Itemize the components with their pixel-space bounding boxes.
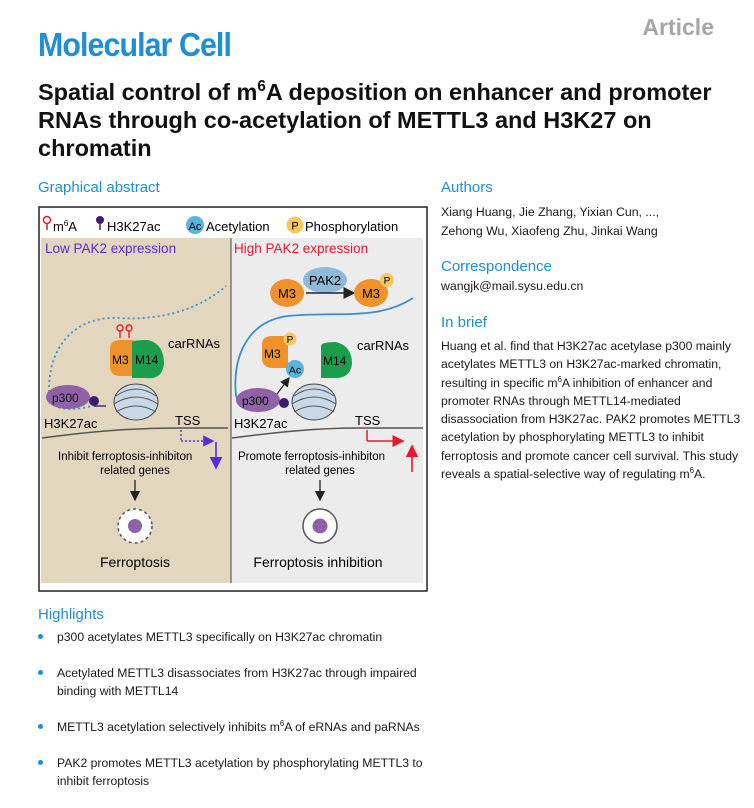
m14-label: M14 (323, 354, 347, 368)
ac-label: Ac (288, 364, 302, 377)
right-panel-heading: High PAK2 expression (234, 241, 369, 256)
highlights-heading: Highlights (38, 606, 104, 623)
legend-acetylation: Acetylation (206, 219, 270, 234)
left-carrnas-label: carRNAs (168, 336, 221, 351)
correspondence-email[interactable]: wangjk@mail.sysu.edu.cn (441, 279, 584, 293)
highlight-item: p300 acetylates METTL3 specifically on H3K27ac chromatin (38, 628, 438, 646)
author-line: Xiang Huang, Jie Zhang, Yixian Cun, ..., (441, 205, 660, 219)
legend-h3k27ac: H3K27ac (107, 219, 161, 234)
nucleosome (114, 384, 158, 420)
p-symbol: P (291, 220, 299, 233)
graphical-abstract-heading: Graphical abstract (38, 179, 160, 196)
pak2-label: PAK2 (308, 273, 342, 288)
left-genes-line2: related genes (100, 465, 170, 477)
left-genes-line1: Inhibit ferroptosis-inhibiton (58, 451, 193, 463)
right-carrnas-label: carRNAs (357, 338, 410, 353)
article-type: Article (642, 14, 714, 40)
bullet-icon (38, 634, 43, 639)
bullet-icon (38, 724, 43, 729)
m3-a-label: M3 (277, 286, 297, 301)
m3-b-label: M3 (361, 286, 381, 301)
nucleosome (292, 384, 336, 420)
p-mark-label: P (286, 335, 294, 346)
highlights-list (38, 628, 438, 808)
left-tss-label: TSS (175, 413, 201, 428)
article-title: Spatial control of $m^6A$ deposition on enhancer and promoter RNAs through co-acetylation of METTL3 and H3K27 on chromatin (38, 78, 712, 161)
left-h3k27ac-label: H3K27ac (44, 416, 98, 431)
bullet-icon (38, 670, 43, 675)
legend-phosphorylation: Phosphorylation (305, 219, 399, 234)
p300-label: p300 (242, 394, 269, 408)
h3k27ac-icon (96, 216, 104, 224)
right-outcome-label: Ferroptosis inhibition (253, 554, 383, 570)
highlight-item: Acetylated METTL3 disassociates from H3K27ac through impaired binding with METTL14 (38, 664, 438, 700)
bullet-icon (38, 760, 43, 765)
right-genes-line1: Promote ferroptosis-inhibiton (238, 451, 386, 463)
correspondence-heading: Correspondence (441, 258, 552, 275)
author-line: Zehong Wu, Xiaofeng Zhu, Jinkai Wang (441, 224, 658, 238)
highlight-item: PAK2 promotes METTL3 acetylation by phosphorylating METTL3 to inhibit ferroptosis (38, 754, 438, 790)
left-outcome-label: Ferroptosis (99, 554, 171, 570)
m3-label: M3 (112, 353, 129, 367)
author-list (441, 203, 731, 241)
right-genes-line2: related genes (285, 465, 355, 477)
m3-label: M3 (264, 347, 281, 361)
highlight-item: METTL3 acetylation selectively inhibits $m^6A$ of eRNAs and paRNAs (38, 718, 438, 736)
in-brief-text: Huang et al. find that H3K27ac acetylase p300 mainly acetylates METTL3 on H3K27ac-marked chromatin, resulting in specific $m^6A$ inhibition of enhancer and promoter RNAs through METTL14-mediated disassociation from H3K27ac. PAK2 promotes METTL3 acetylation by phosphorylating METTL3 to inhibit ferroptosis and promote cancer cell survival. This study reveals a spatial-selective way of regulating $m^6A$. (441, 339, 741, 482)
right-h3k27ac-label: H3K27ac (234, 416, 288, 431)
authors-heading: Authors (441, 179, 493, 196)
left-panel-heading: Low PAK2 expression (45, 241, 177, 256)
journal-name: Molecular Cell (38, 26, 231, 63)
p300-label: p300 (52, 391, 79, 405)
legend-m6a: $m^6A$ (53, 219, 77, 234)
graphical-abstract-figure (38, 206, 428, 592)
right-tss-label: TSS (355, 413, 381, 428)
p-mark-label: P (383, 276, 391, 287)
m14-label: M14 (135, 353, 159, 367)
h3k27ac-mark (279, 398, 289, 408)
in-brief-heading: In brief (441, 314, 487, 331)
ac-symbol: Ac (188, 221, 202, 233)
h3k27ac-mark (89, 396, 99, 406)
